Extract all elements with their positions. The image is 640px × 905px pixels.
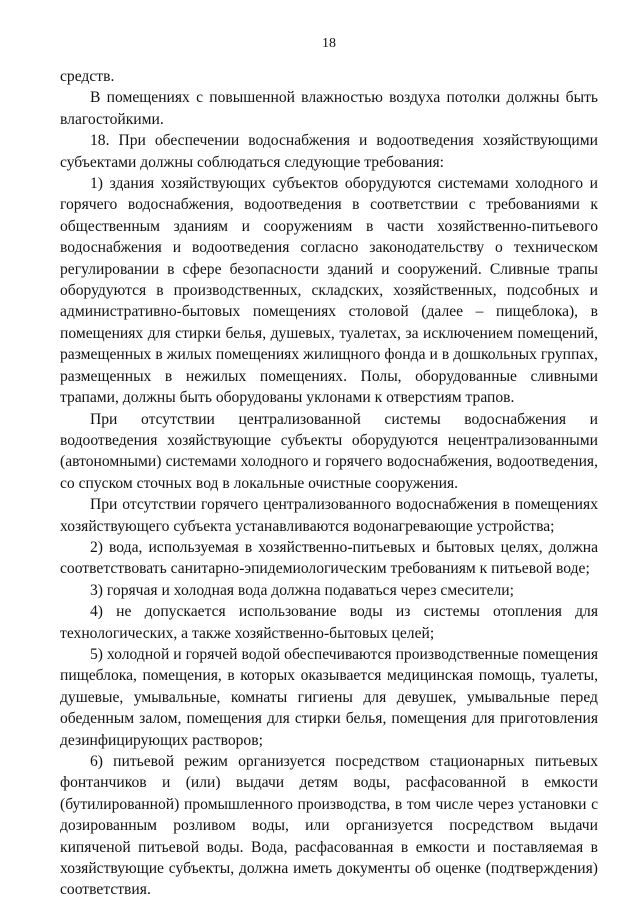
paragraph-ceilings: В помещениях с повышенной влажностью воздуха потолки должны быть влагостойкими. [60,89,598,128]
paragraph-no-central-system: При отсутствии централизованной системы водоснабжения и водоотведения хозяйствующие субъекты оборудуются нецентрализованными (автономными) системами холодного и горячего водоснабжения, водоотведения, со спуском сточных вод в локальные очистные сооружения. [60,410,598,492]
paragraph-requirement-1: 1) здания хозяйствующих субъектов оборудуются системами холодного и горячего водоснабжения, водоотведения в соответствии с требованиями к общественным зданиям и сооружениям в части хозяйственно-питьевого водоснабжения и водоотведения согласно законодательству о техническом регулировании в сфере безопасности зданий и сооружений. Сливные трапы оборудуются в производственных, складских, хозяйственных, подсобных и административно-бытовых помещениях столовой (далее – пищеблока), в помещениях для стирки белья, душевых, туалетах, за исключением помещений, размещенных в жилых помещениях жилищного фонда и в дошкольных группах, размещенных в нежилых помещениях. Полы, оборудованные сливными трапами, должны быть оборудованы уклонами к отверстиям трапов. [60,175,598,407]
paragraph-requirement-6: 6) питьевой режим организуется посредством стационарных питьевых фонтанчиков и (или) выдачи детям воды, расфасованной в емкости (бутилированной) промышленного производства, в том числе через установки с дозированным розливом воды, или организуется посредством выдачи кипяченой питьевой воды. Вода, расфасованная в емкости и поставляемая в хозяйствующие субъекты, должна иметь документы об оценке (подтверждения) соответствия. [60,753,598,899]
paragraph-requirement-2: 2) вода, используемая в хозяйственно-питьевых и бытовых целях, должна соответствовать санитарно-эпидемиологическим требованиям к питьевой воде; [60,538,598,578]
paragraph-requirement-5: 5) холодной и горячей водой обеспечиваются производственные помещения пищеблока, помещения, в которых оказывается медицинская помощь, туалеты, душевые, умывальные, комнаты гигиены для девушек, умывальные перед обеденным залом, помещения для стирки белья, помещения для приготовления дезинфицирующих растворов; [60,645,598,749]
page-number: 18 [322,36,336,51]
paragraph-requirement-3: 3) горячая и холодная вода должна подаваться через смесители; [90,581,514,599]
document-body [60,66,598,901]
paragraph-no-hot-water: При отсутствии горячего централизованного водоснабжения в помещениях хозяйствующего субъекта устанавливаются водонагревающие устройства; [60,496,598,535]
paragraph-continuation: средств. [60,68,115,85]
paragraph-requirement-4: 4) не допускается использование воды из системы отопления для технологических, а также хозяйственно-бытовых целей; [60,603,598,642]
paragraph-item-18: 18. При обеспечении водоснабжения и водоотведения хозяйствующими субъектами должны соблюдаться следующие требования: [60,132,598,171]
